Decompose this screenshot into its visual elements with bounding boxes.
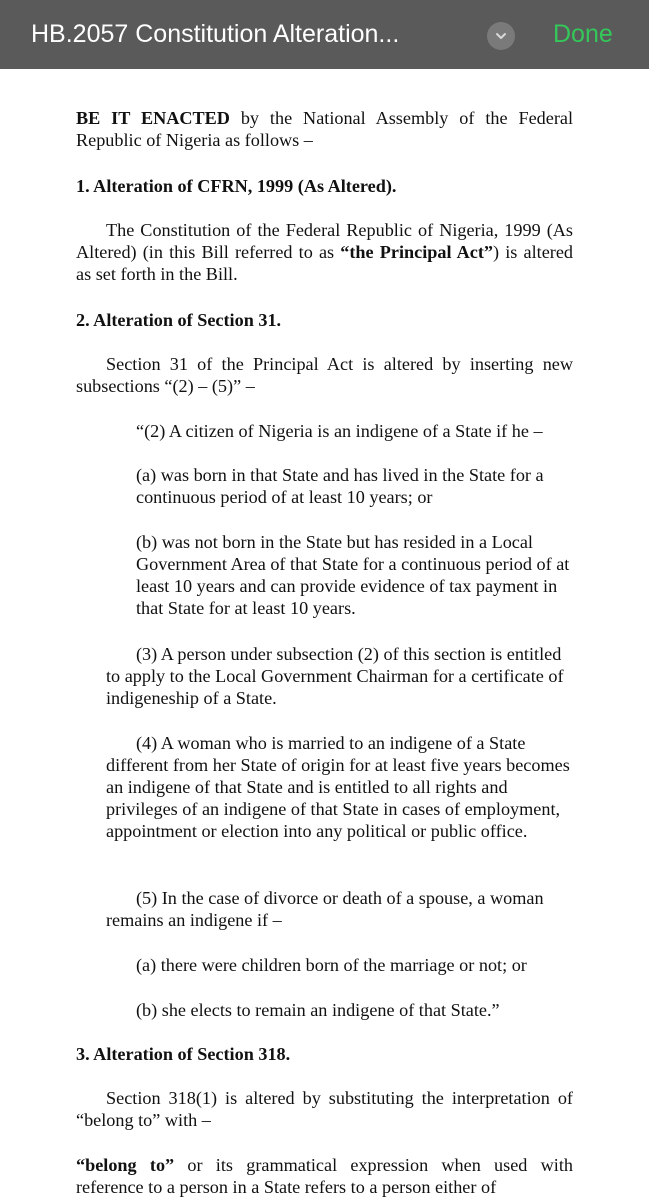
chevron-down-icon	[494, 29, 508, 43]
subsection-4: (4) A woman who is married to an indigene of a State different from her State of origin for at least five years becomes an indigene of that State and is entitled to all rights and privileges of an indigene of that State in cases of employment, appointment or election into any political or public office.	[106, 733, 570, 841]
paragraph-2: Section 31 of the Principal Act is altered by inserting new subsections “(2) – (5)” –	[76, 354, 573, 396]
heading-section-3: 3. Alteration of Section 318.	[76, 1044, 291, 1064]
subsection-2: “(2) A citizen of Nigeria is an indigene of a State if he –	[136, 421, 543, 441]
done-button[interactable]: Done	[553, 20, 613, 48]
subsection-2a: (a) was born in that State and has lived in the State for a continuous period of at least 10 years; or	[136, 465, 544, 507]
subsection-3: (3) A person under subsection (2) of this section is entitled to apply to the Local Government Chairman for a certificate of indigeneship of a State.	[106, 644, 564, 708]
subsection-5a: (a) there were children born of the marriage or not; or	[136, 955, 527, 975]
document-title: HB.2057 Constitution Alteration...	[31, 20, 400, 48]
subsection-2b: (b) was not born in the State but has resided in a Local Government Area of that State for a continuous period of at least 10 years and can provide evidence of tax payment in that State for at least 10 years.	[136, 532, 570, 618]
paragraph-3: Section 318(1) is altered by substituting the interpretation of “belong to” with –	[76, 1088, 573, 1130]
heading-section-1: 1. Alteration of CFRN, 1999 (As Altered).	[76, 176, 397, 196]
enacting-clause: BE IT ENACTED by the National Assembly of the Federal Republic of Nigeria as follows –	[76, 108, 573, 150]
subsection-5: (5) In the case of divorce or death of a spouse, a woman remains an indigene if –	[106, 888, 544, 930]
document-page[interactable]	[0, 69, 649, 1199]
subsection-5b: (b) she elects to remain an indigene of that State.”	[136, 1000, 500, 1020]
title-dropdown-button[interactable]	[487, 22, 515, 50]
heading-section-2: 2. Alteration of Section 31.	[76, 310, 282, 330]
paragraph-4: “belong to” or its grammatical expression when used with reference to a person in a State refers to a person either of	[76, 1155, 573, 1197]
top-bar	[0, 0, 649, 69]
paragraph-1: The Constitution of the Federal Republic of Nigeria, 1999 (As Altered) (in this Bill referred to as “the Principal Act”) is altered as set forth in the Bill.	[76, 220, 573, 284]
